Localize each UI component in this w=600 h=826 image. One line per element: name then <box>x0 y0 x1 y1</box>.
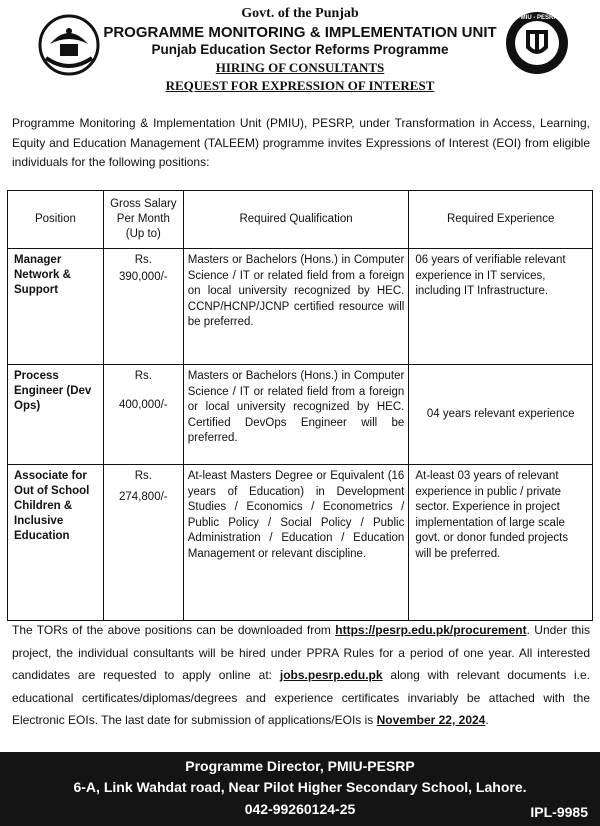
instructions-paragraph <box>12 619 590 732</box>
contact-phone: 042-99260124-25 <box>244 801 356 817</box>
tor-download-link[interactable]: https://pesrp.edu.pk/procurement <box>335 623 527 637</box>
qualification-cell: Masters or Bachelors (Hons.) in Computer Science / IT or related field from a foreign or local university recognized by HEC. Certified DevOps Engineer will be preferred. <box>183 365 409 465</box>
experience-cell: 06 years of verifiable relevant experience in IT services, including IT Infrastructure. <box>409 249 593 365</box>
header-position: Position <box>8 191 104 249</box>
intro-paragraph: Programme Monitoring & Implementation Unit (PMIU), PESRP, under Transformation in Access, Learning, Equity and Education Management (TALEEM) programme invites Expressions of Interest (EOI) from eligible individuals for the following positions: <box>12 116 590 169</box>
govt-title: Govt. of the Punjab <box>241 6 359 21</box>
pmiu-pesrp-logo-icon <box>504 10 570 76</box>
salary-currency: Rs. <box>134 470 152 482</box>
experience-cell: 04 years relevant experience <box>409 365 593 465</box>
apply-online-link[interactable]: jobs.pesrp.edu.pk <box>279 668 383 682</box>
experience-cell: At-least 03 years of relevant experience in public / private sector. Experience in project implementation of large scale govt. or donor funded projects will be preferred. <box>409 465 593 621</box>
salary-amount: 400,000/- <box>119 399 168 411</box>
header-salary: Gross Salary Per Month (Up to) <box>103 191 183 249</box>
table-row <box>8 465 593 621</box>
position-cell: Process Engineer (Dev Ops) <box>8 365 104 465</box>
deadline-date: November 22, 2024 <box>376 713 486 727</box>
header-experience: Required Experience <box>409 191 593 249</box>
hiring-heading: HIRING OF CONSULTANTS <box>215 60 385 75</box>
positions-table <box>7 190 593 621</box>
table-row <box>8 365 593 465</box>
ipl-reference: IPL-9985 <box>530 804 588 820</box>
position-cell: Associate for Out of School Children & Inclusive Education <box>8 465 104 621</box>
table-header-row <box>8 191 593 249</box>
salary-cell <box>103 249 183 365</box>
position-cell: Manager Network & Support <box>8 249 104 365</box>
advert-header <box>0 0 600 112</box>
salary-amount: 274,800/- <box>119 491 168 503</box>
salary-currency: Rs. <box>134 370 152 382</box>
contact-address: 6-A, Link Wahdat road, Near Pilot Higher Secondary School, Lahore. <box>73 779 527 795</box>
contact-banner <box>0 752 600 826</box>
instructions-text-4: . <box>485 713 489 727</box>
salary-cell <box>103 465 183 621</box>
instructions-text-1: The TORs of the above positions can be downloaded from <box>12 623 336 637</box>
salary-currency: Rs. <box>134 254 152 266</box>
salary-cell <box>103 365 183 465</box>
eoi-heading: REQUEST FOR EXPRESSION OF INTEREST <box>165 78 435 93</box>
qualification-cell: Masters or Bachelors (Hons.) in Computer Science / IT or related field from a foreign on local university recognized by HEC. CCNP/HCNP/JCNP certified resource will be preferred. <box>183 249 409 365</box>
instructions-text-3: along with relevant documents i.e. educational certificates/diplomas/degrees and experience certificates invariably be attached with the Electronic EOIs. The last date for submission of applications/EOIs is <box>12 668 590 727</box>
qualification-cell: At-least Masters Degree or Equivalent (16 years of Education) in Development Studies / Economics / Econometrics / Public Policy / Social Policy / Public Administration / Education / Education Management or relevant discipline. <box>183 465 409 621</box>
table-row <box>8 249 593 365</box>
header-qualification: Required Qualification <box>183 191 409 249</box>
programme-title: Punjab Education Sector Reforms Programme <box>151 42 449 57</box>
instructions-text-2: . Under this project, the individual consultants will be hired under PPRA Rules for a period of one year. All interested candidates are requested to apply online at: <box>12 623 591 682</box>
svg-text:PMIU - PESRP: PMIU - PESRP <box>516 15 558 21</box>
unit-title: PROGRAMME MONITORING & IMPLEMENTATION UNIT <box>103 24 497 41</box>
contact-title: Programme Director, PMIU-PESRP <box>185 758 415 774</box>
salary-amount: 390,000/- <box>119 271 168 283</box>
